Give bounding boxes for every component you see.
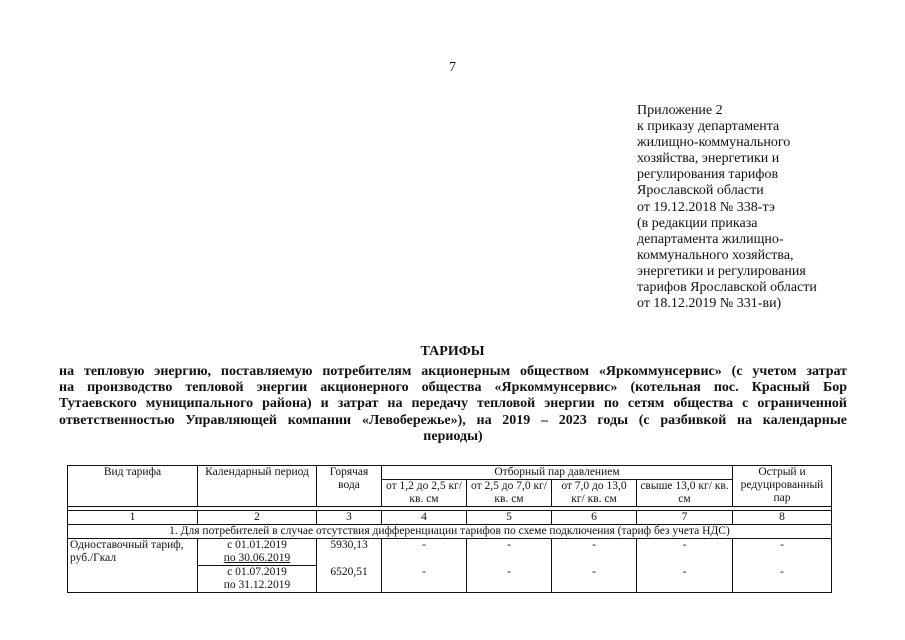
column-number: 1 [68, 511, 198, 525]
appendix-line: Приложение 2 [637, 103, 723, 118]
subtitle-line: ответственностью Управляющей компании «Левобережье»), на 2019 – 2023 годы (с разбивкой на календарные [59, 412, 847, 428]
tariffs-table [67, 465, 832, 593]
subtitle-line: на производство тепловой энергии акционерного общества «Яркоммунсервис» (котельная пос. Красный Бор [59, 380, 847, 396]
appendix-line: Ярославской области [637, 183, 764, 199]
column-number: 7 [637, 511, 733, 525]
steam-3-value: - [552, 566, 637, 593]
tariff-name: Одноставочный тариф, руб./Гкал [68, 539, 198, 593]
appendix-line: коммунального хозяйства, [637, 247, 794, 263]
header-steam-group: Отборный пар давлением [382, 466, 733, 480]
appendix-line: тарифов Ярославской области [637, 280, 817, 296]
appendix-line: (в редакции приказа [637, 215, 758, 231]
subtitle-line: периоды) [423, 428, 483, 444]
appendix-line: хозяйства, энергетики и [637, 151, 780, 167]
period-cell [198, 566, 317, 593]
document-title: ТАРИФЫ [420, 344, 485, 359]
appendix-line: к приказу департамента [637, 119, 780, 135]
steam-3-value: - [552, 539, 637, 566]
document-subtitle [59, 364, 847, 445]
section-row [68, 525, 832, 539]
appendix-line: департамента жилищно- [637, 231, 784, 247]
appendix-line: от 19.12.2018 № 338-тэ [637, 199, 775, 215]
subtitle-line: Тутаевского муниципального района) и затрат на передачу тепловой энергии по сетям общества с ограниченной [59, 396, 847, 412]
steam-1-value: - [382, 566, 467, 593]
header-row [68, 466, 832, 480]
steam-4-value: - [637, 539, 733, 566]
header-hot-water: Горячая вода [317, 466, 382, 507]
column-number: 6 [552, 511, 637, 525]
column-number: 8 [733, 511, 832, 525]
period-to: по 31.12.2019 [223, 579, 291, 591]
reduced-steam-value: - [733, 539, 832, 566]
hot-water-value: 6520,51 [317, 566, 382, 593]
header-steam-2: от 2,5 до 7,0 кг/ кв. см [467, 480, 552, 507]
section-title: 1. Для потребителей в случае отсутствия дифференциации тарифов по схеме подключения (тариф без учета НДС) [68, 525, 832, 539]
table-row [68, 539, 832, 566]
column-number: 3 [317, 511, 382, 525]
column-number: 2 [198, 511, 317, 525]
steam-2-value: - [467, 539, 552, 566]
page-number: 7 [449, 60, 456, 75]
appendix-block [637, 103, 887, 312]
appendix-line: регулирования тарифов [637, 167, 779, 183]
header-steam-3: от 7,0 до 13,0 кг/ кв. см [552, 480, 637, 507]
steam-4-value: - [637, 566, 733, 593]
header-reduced-steam: Острый и редуцированный пар [733, 466, 832, 507]
appendix-line: энергетики и регулирования [637, 263, 806, 279]
header-steam-4: свыше 13,0 кг/ кв. см [637, 480, 733, 507]
subtitle-line: на тепловую энергию, поставляемую потребителям акционерным обществом «Яркоммунсервис» (с учетом затрат [59, 364, 847, 379]
appendix-line: от 18.12.2019 № 331-ви) [637, 296, 782, 312]
hot-water-value: 5930,13 [317, 539, 382, 566]
steam-1-value: - [382, 539, 467, 566]
period-cell [198, 539, 317, 566]
steam-2-value: - [467, 566, 552, 593]
period-from: с 01.07.2019 [227, 566, 287, 578]
header-period: Календарный период [198, 466, 317, 507]
column-number-row [68, 511, 832, 525]
appendix-line: жилищно-коммунального [637, 135, 791, 151]
reduced-steam-value: - [733, 566, 832, 593]
period-to: по 30.06.2019 [223, 552, 291, 564]
header-steam-1: от 1,2 до 2,5 кг/ кв. см [382, 480, 467, 507]
column-number: 5 [467, 511, 552, 525]
header-tariff-type: Вид тарифа [68, 466, 198, 507]
column-number: 4 [382, 511, 467, 525]
period-from: с 01.01.2019 [227, 539, 287, 551]
